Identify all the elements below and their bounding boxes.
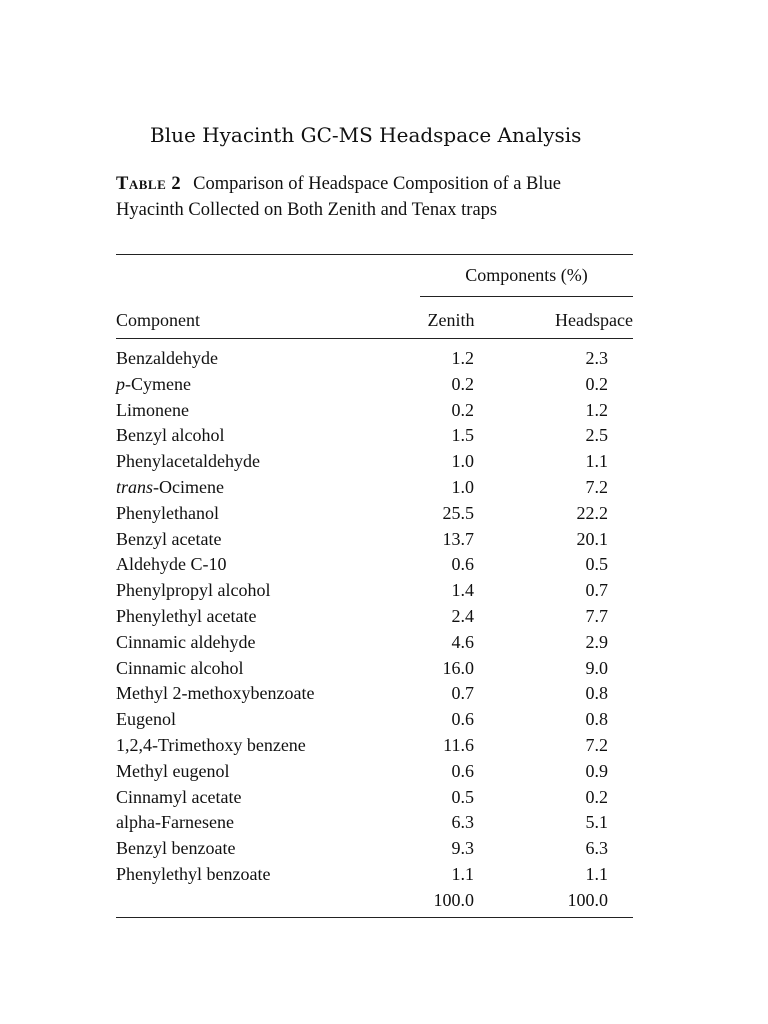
headspace-value: 1.1 (585, 863, 608, 884)
table-row (116, 732, 633, 758)
component-name-text: -Cymene (125, 373, 191, 394)
component-name (116, 706, 176, 732)
zenith-value: 0.5 (451, 786, 474, 807)
table-row (116, 706, 633, 732)
component-name-text: Benzyl acetate (116, 528, 222, 549)
headspace-value: 20.1 (576, 528, 608, 549)
component-name (116, 861, 270, 887)
component-name-text: Limonene (116, 399, 189, 420)
table-row (116, 809, 633, 835)
zenith-value: 0.7 (451, 683, 474, 704)
column-header-headspace: Headspace (555, 310, 633, 330)
zenith-value: 1.1 (451, 863, 474, 884)
component-name (116, 603, 256, 629)
table-row (116, 835, 633, 861)
component-name (116, 474, 224, 500)
headspace-value: 0.5 (585, 554, 608, 575)
component-name-text: Cinnamyl acetate (116, 786, 242, 807)
zenith-value: 16.0 (442, 657, 474, 678)
headspace-value: 0.8 (585, 709, 608, 730)
component-name (116, 448, 260, 474)
table-row (116, 758, 633, 784)
component-name (116, 500, 219, 526)
headspace-value: 2.9 (585, 631, 608, 652)
column-header-zenith: Zenith (427, 310, 475, 330)
component-name (116, 577, 270, 603)
component-name (116, 680, 314, 706)
zenith-value: 9.3 (451, 838, 474, 859)
component-name (116, 371, 191, 397)
table-row (116, 680, 633, 706)
headspace-value: 0.7 (585, 580, 608, 601)
component-name-text: Eugenol (116, 709, 176, 730)
headspace-value: 100.0 (567, 889, 608, 910)
component-name-text: Phenylpropyl alcohol (116, 580, 271, 601)
table-number: Table 2 (116, 174, 182, 194)
zenith-value: 100.0 (433, 889, 474, 910)
component-name-text: Phenylethyl acetate (116, 605, 257, 626)
table-total-row (116, 887, 633, 913)
table-body (116, 345, 633, 913)
component-name (116, 422, 224, 448)
headspace-value: 0.2 (585, 786, 608, 807)
table-caption (116, 171, 616, 223)
headspace-value: 6.3 (585, 838, 608, 859)
component-name (116, 629, 255, 655)
headspace-value: 5.1 (585, 812, 608, 833)
component-name (116, 835, 235, 861)
component-name (116, 345, 218, 371)
component-name-text: Cinnamic aldehyde (116, 631, 256, 652)
table-row (116, 371, 633, 397)
zenith-value: 11.6 (443, 734, 474, 755)
component-name-prefix: trans (116, 476, 154, 497)
headspace-value: 0.8 (585, 683, 608, 704)
headspace-value: 9.0 (585, 657, 608, 678)
headspace-value: 1.1 (585, 451, 608, 472)
component-name-text: Aldehyde C-10 (116, 554, 227, 575)
table-row (116, 861, 633, 887)
headspace-value: 2.5 (585, 425, 608, 446)
zenith-value: 2.4 (451, 605, 474, 626)
component-name-text: Cinnamic alcohol (116, 657, 244, 678)
zenith-value: 1.5 (451, 425, 474, 446)
component-name (116, 655, 243, 681)
headspace-value: 22.2 (576, 502, 608, 523)
table-row (116, 397, 633, 423)
table-row (116, 655, 633, 681)
component-name (116, 784, 241, 810)
group-header-rule (420, 296, 633, 297)
component-name (116, 526, 221, 552)
component-name-prefix: p (116, 373, 125, 394)
table-row (116, 422, 633, 448)
headspace-value: 7.7 (585, 605, 608, 626)
zenith-value: 0.2 (451, 373, 474, 394)
component-name-text: Phenylethyl benzoate (116, 863, 271, 884)
zenith-value: 0.6 (451, 760, 474, 781)
component-name-text: 1,2,4-Trimethoxy benzene (116, 734, 306, 755)
table-row (116, 551, 633, 577)
zenith-value: 1.4 (451, 580, 474, 601)
headspace-value: 0.9 (585, 760, 608, 781)
components-group-header: Components (%) (465, 265, 588, 285)
table-row (116, 577, 633, 603)
table-row (116, 629, 633, 655)
component-name (116, 732, 306, 758)
table-row (116, 500, 633, 526)
zenith-value: 6.3 (451, 812, 474, 833)
component-name-text: Benzaldehyde (116, 348, 218, 368)
headspace-value: 2.3 (585, 348, 608, 368)
table-caption-text: Comparison of Headspace Composition of a Blue Hyacinth Collected on Both Zenith and Tenax traps (116, 174, 562, 220)
component-name-text: Methyl 2-methoxybenzoate (116, 683, 315, 704)
component-name-text: Methyl eugenol (116, 760, 230, 781)
zenith-value: 1.0 (451, 476, 474, 497)
component-name-text: -Ocimene (153, 476, 224, 497)
table-row (116, 448, 633, 474)
headspace-value: 7.2 (585, 476, 608, 497)
zenith-value: 13.7 (442, 528, 474, 549)
component-name-text: Benzyl benzoate (116, 838, 236, 859)
table-row (116, 526, 633, 552)
headspace-value: 1.2 (585, 399, 608, 420)
zenith-value: 25.5 (442, 502, 474, 523)
component-name (116, 758, 229, 784)
table-row (116, 784, 633, 810)
zenith-value: 0.6 (451, 554, 474, 575)
component-name-text: Benzyl alcohol (116, 425, 225, 446)
component-name (116, 551, 226, 577)
column-header-component: Component (116, 310, 200, 330)
table-row (116, 345, 633, 371)
zenith-value: 4.6 (451, 631, 474, 652)
zenith-value: 0.6 (451, 709, 474, 730)
table-top-rule (116, 254, 633, 255)
component-name-text: alpha-Farnesene (116, 812, 234, 833)
table-row (116, 474, 633, 500)
table-bottom-rule (116, 917, 633, 918)
table-row (116, 603, 633, 629)
header-bottom-rule (116, 338, 633, 339)
component-name-text: Phenylethanol (116, 502, 219, 523)
component-name (116, 809, 234, 835)
zenith-value: 1.0 (451, 451, 474, 472)
component-name-text: Phenylacetaldehyde (116, 451, 260, 472)
headspace-value: 7.2 (585, 734, 608, 755)
component-name (116, 397, 189, 423)
zenith-value: 1.2 (451, 348, 474, 368)
headspace-value: 0.2 (585, 373, 608, 394)
page-title: Blue Hyacinth GC-MS Headspace Analysis (150, 123, 582, 147)
zenith-value: 0.2 (451, 399, 474, 420)
